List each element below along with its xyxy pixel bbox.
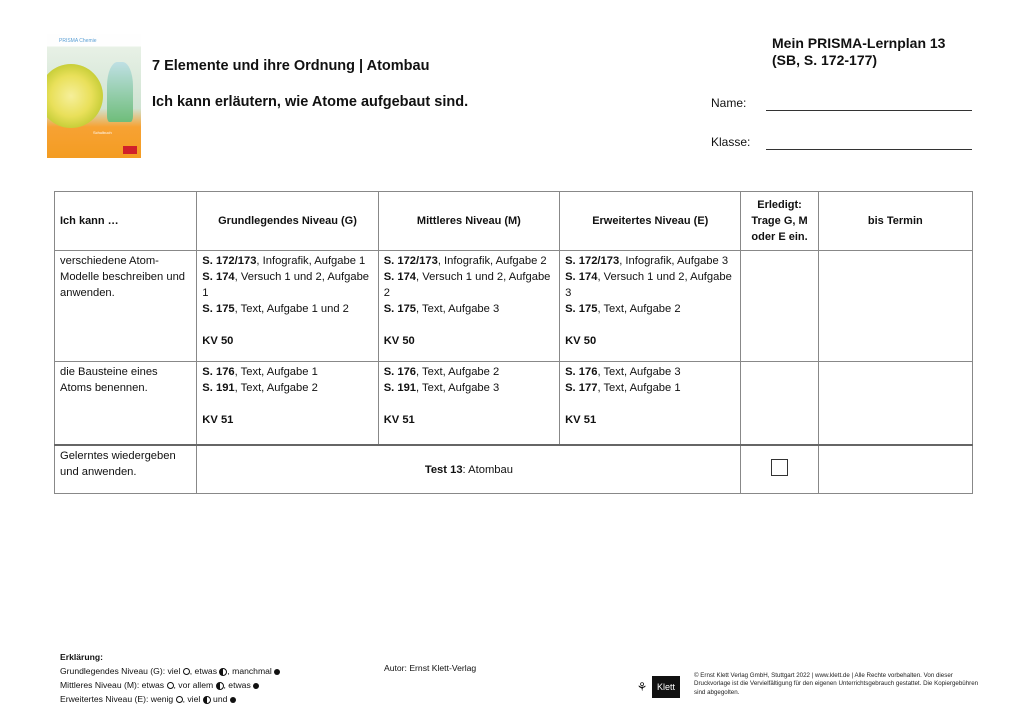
learning-goal: Ich kann erläutern, wie Atome aufgebaut sind. — [152, 94, 469, 110]
done-cell — [741, 445, 818, 494]
kv-label: KV 51 — [202, 414, 234, 426]
test-cell: Test 13: Atombau — [197, 445, 741, 494]
skill-cell: verschiedene Atom-Modelle beschreiben und anwenden. — [55, 251, 197, 362]
cover-brand: PRISMA Chemie — [59, 38, 97, 44]
level-e-cell: S. 172/173, Infografik, Aufgabe 3 S. 174, Versuch 1 und 2, Aufgabe 3 S. 175, Text, Aufgabe 2 KV 50 — [560, 251, 741, 362]
header-done: Erledigt: Trage G, M oder E ein. — [741, 192, 818, 251]
empty-circle-icon — [167, 682, 174, 689]
name-line[interactable] — [766, 110, 972, 111]
table-row-test — [55, 445, 973, 494]
lernplan-table — [54, 191, 973, 494]
klett-logo — [632, 676, 680, 698]
author-note: Autor: Ernst Klett-Verlag — [384, 663, 477, 673]
level-m-cell: S. 172/173, Infografik, Aufgabe 2 S. 174, Versuch 1 und 2, Aufgabe 2 S. 175, Text, Aufgabe 3 KV 50 — [378, 251, 559, 362]
lernplan-heading — [772, 35, 945, 69]
deadline-cell[interactable] — [818, 251, 972, 362]
level-m-cell: S. 176, Text, Aufgabe 2 S. 191, Text, Aufgabe 3 KV 51 — [378, 362, 559, 446]
legend — [60, 650, 280, 706]
class-label: Klasse: — [711, 135, 751, 149]
filled-circle-icon — [253, 683, 259, 689]
table-row — [55, 362, 973, 446]
level-g-cell: S. 172/173, Infografik, Aufgabe 1 S. 174, Versuch 1 und 2, Aufgabe 1 S. 175, Text, Aufgabe 1 und 2 KV 50 — [197, 251, 378, 362]
half-circle-icon — [216, 682, 224, 690]
book-cover-image — [47, 34, 141, 158]
cover-subtitle: Schulbuch — [93, 130, 112, 135]
test-checkbox[interactable] — [771, 459, 788, 476]
half-circle-icon — [203, 696, 211, 704]
class-line[interactable] — [766, 149, 972, 150]
name-label: Name: — [711, 96, 747, 110]
cover-lemon-graphic — [47, 64, 103, 128]
legend-m: Mittleres Niveau (M): etwas , vor allem , etwas — [60, 678, 280, 692]
table-row — [55, 251, 973, 362]
lernplan-pages: (SB, S. 172-177) — [772, 52, 878, 68]
klett-wordmark: Klett — [652, 676, 680, 698]
class-field[interactable] — [711, 135, 750, 149]
legend-g: Grundlegendes Niveau (G): viel , etwas , manchmal — [60, 664, 280, 678]
header-level-e: Erweitertes Niveau (E) — [560, 192, 741, 251]
kv-label: KV 51 — [565, 414, 597, 426]
header-skill: Ich kann … — [55, 192, 197, 251]
chapter-title: 7 Elemente und ihre Ordnung | Atombau — [152, 58, 430, 74]
legend-title: Erklärung: — [60, 652, 103, 662]
kv-label: KV 50 — [565, 335, 597, 347]
cover-plant-graphic — [107, 62, 133, 122]
table-header-row — [55, 192, 973, 251]
deadline-cell[interactable] — [818, 445, 972, 494]
kv-label: KV 50 — [202, 335, 234, 347]
done-cell[interactable] — [741, 362, 818, 446]
filled-circle-icon — [274, 669, 280, 675]
skill-cell: die Bausteine eines Atoms benennen. — [55, 362, 197, 446]
name-field[interactable] — [711, 96, 746, 110]
deadline-cell[interactable] — [818, 362, 972, 446]
copyright-text: © Ernst Klett Verlag GmbH, Stuttgart 2022 | www.klett.de | Alle Rechte vorbehalten. Von dieser Druckvorlage ist die Vervielfältigung für den eigenen Unterrichtsgebrauch gestattet. Die Kopiergebühren sind abgegolten. — [694, 672, 979, 696]
empty-circle-icon — [183, 668, 190, 675]
done-cell[interactable] — [741, 251, 818, 362]
lernplan-title: Mein PRISMA-Lernplan 13 — [772, 35, 946, 51]
empty-circle-icon — [176, 696, 183, 703]
cover-klett-logo — [123, 146, 137, 154]
level-g-cell: S. 176, Text, Aufgabe 1 S. 191, Text, Aufgabe 2 KV 51 — [197, 362, 378, 446]
filled-circle-icon — [230, 697, 236, 703]
header-level-m: Mittleres Niveau (M) — [378, 192, 559, 251]
skill-cell: Gelerntes wiedergeben und anwenden. — [55, 445, 197, 494]
kv-label: KV 50 — [383, 335, 415, 347]
header-level-g: Grundlegendes Niveau (G) — [197, 192, 378, 251]
kv-label: KV 51 — [383, 414, 415, 426]
legend-e: Erweitertes Niveau (E): wenig , viel und — [60, 692, 280, 706]
level-e-cell: S. 176, Text, Aufgabe 3 S. 177, Text, Aufgabe 1 KV 51 — [560, 362, 741, 446]
header-deadline: bis Termin — [818, 192, 972, 251]
klett-emblem-icon: ⚘ — [636, 680, 648, 694]
